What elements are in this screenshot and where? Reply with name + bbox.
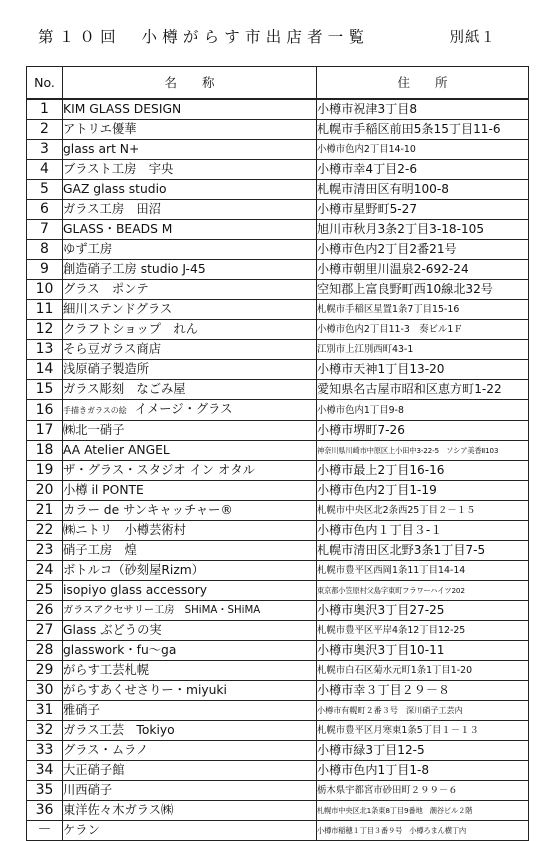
table-row: [27, 200, 529, 220]
exhibitor-address: 小樽市色内2丁目2番21号: [317, 240, 529, 260]
exhibitor-address: 小樽市色内2丁目1-19: [317, 481, 529, 501]
exhibitor-name: ケラン: [63, 821, 317, 841]
table-row: [27, 280, 529, 300]
exhibitor-name: がらすあくせさりー・miyuki: [63, 681, 317, 701]
row-number: 13: [27, 340, 63, 360]
table-row: [27, 140, 529, 160]
table-row: [27, 360, 529, 380]
exhibitor-name: 川西硝子: [63, 781, 317, 801]
exhibitor-address: 江別市上江別西町43-1: [317, 340, 529, 360]
row-number: 29: [27, 661, 63, 681]
row-number: 2: [27, 120, 63, 140]
table-row: [27, 801, 529, 821]
exhibitor-name: ガラス彫刻 なごみ屋: [63, 380, 317, 400]
exhibitor-address: 小樽市緑3丁目12-5: [317, 741, 529, 761]
exhibitor-table: [26, 66, 529, 841]
table-row: [27, 441, 529, 461]
exhibitor-address: 愛知県名古屋市昭和区恵方町1-22: [317, 380, 529, 400]
row-number: 30: [27, 681, 63, 701]
row-number: 22: [27, 521, 63, 541]
exhibitor-address: 小樽市色内1丁目1-8: [317, 761, 529, 781]
exhibitor-address: 小樽市色内2丁目11-3 奏ビル1Ｆ: [317, 320, 529, 340]
row-number: 32: [27, 721, 63, 741]
table-row: [27, 681, 529, 701]
exhibitor-address: 小樽市朝里川温泉2-692-24: [317, 260, 529, 280]
row-number: 17: [27, 421, 63, 441]
exhibitor-name: ㈱ニトリ 小樽芸術村: [63, 521, 317, 541]
table-row: [27, 461, 529, 481]
exhibitor-name: ザ・グラス・スタジオ イン オタル: [63, 461, 317, 481]
row-number: 20: [27, 481, 63, 501]
table-header: [27, 67, 529, 100]
row-number: 33: [27, 741, 63, 761]
exhibitor-address: 札幌市清田区有明100-8: [317, 180, 529, 200]
exhibitor-address: 札幌市豊平区西岡1条11丁目14-14: [317, 561, 529, 581]
exhibitor-address: 空知郡上富良野町西10線北32号: [317, 280, 529, 300]
name-text: イメージ・グラス: [134, 402, 233, 416]
table-row: [27, 220, 529, 240]
exhibitor-address: 小樽市奥沢3丁目27-25: [317, 601, 529, 621]
exhibitor-address: 旭川市秋月3条2丁目3-18-105: [317, 220, 529, 240]
row-number: 9: [27, 260, 63, 280]
row-number: 36: [27, 801, 63, 821]
row-number: －: [27, 821, 63, 841]
row-number: 18: [27, 441, 63, 461]
exhibitor-name: ガラスアクセサリー工房 SHiMA・SHiMA: [63, 601, 317, 621]
row-number: 4: [27, 160, 63, 180]
table-row: [27, 160, 529, 180]
exhibitor-name: クラフトショップ れん: [63, 320, 317, 340]
table-row: [27, 320, 529, 340]
exhibitor-name: AA Atelier ANGEL: [63, 441, 317, 461]
exhibitor-address: 札幌市中央区北1条東8丁目9番地 潮谷ビル２階: [317, 801, 529, 821]
exhibitor-name: [63, 400, 317, 421]
row-number: 35: [27, 781, 63, 801]
table-row: [27, 601, 529, 621]
row-number: 28: [27, 641, 63, 661]
exhibitor-name: 浅原硝子製造所: [63, 360, 317, 380]
table-row: [27, 400, 529, 421]
exhibitor-address: 小樽市星野町5-27: [317, 200, 529, 220]
exhibitor-name: 創造硝子工房 studio J-45: [63, 260, 317, 280]
exhibitor-name: 小樽 il PONTE: [63, 481, 317, 501]
exhibitor-address: 小樽市幸３丁目２９－８: [317, 681, 529, 701]
header-address: 住 所: [317, 67, 529, 100]
exhibitor-name: ㈱北一硝子: [63, 421, 317, 441]
exhibitor-name: ボトルコ（砂刻屋Rizm）: [63, 561, 317, 581]
table-row: [27, 481, 529, 501]
exhibitor-name: ゆず工房: [63, 240, 317, 260]
exhibitor-name: 大正硝子館: [63, 761, 317, 781]
table-row: [27, 380, 529, 400]
row-number: 19: [27, 461, 63, 481]
exhibitor-address: 小樽市有幌町２番３号 深川硝子工芸内: [317, 701, 529, 721]
exhibitor-name: 硝子工房 煌: [63, 541, 317, 561]
table-row: [27, 421, 529, 441]
exhibitor-name: カラー de サンキャッチャー®: [63, 501, 317, 521]
exhibitor-address: 小樽市祝津3丁目8: [317, 99, 529, 120]
exhibitor-name: アトリエ優華: [63, 120, 317, 140]
table-row: [27, 781, 529, 801]
exhibitor-address: 小樽市堺町7-26: [317, 421, 529, 441]
exhibitor-name: GLASS・BEADS M: [63, 220, 317, 240]
row-number: 23: [27, 541, 63, 561]
table-row: [27, 541, 529, 561]
exhibitor-name: glass art N+: [63, 140, 317, 160]
row-number: 8: [27, 240, 63, 260]
table-row: [27, 99, 529, 120]
row-number: 5: [27, 180, 63, 200]
exhibitor-address: 札幌市手稲区前田5条15丁目11-6: [317, 120, 529, 140]
row-number: 1: [27, 99, 63, 120]
row-number: 6: [27, 200, 63, 220]
exhibitor-name: GAZ glass studio: [63, 180, 317, 200]
table-row: [27, 561, 529, 581]
table-row: [27, 300, 529, 320]
row-number: 27: [27, 621, 63, 641]
row-number: 16: [27, 400, 63, 421]
exhibitor-address: 札幌市手稲区星置1条7丁目15-16: [317, 300, 529, 320]
exhibitor-address: 小樽市幸4丁目2-6: [317, 160, 529, 180]
exhibitor-name: 東洋佐々木ガラス㈱: [63, 801, 317, 821]
header-row: [27, 67, 529, 100]
exhibitor-name: isopiyo glass accessory: [63, 581, 317, 601]
table-row: [27, 240, 529, 260]
table-row: [27, 120, 529, 140]
exhibitor-name: グラス・ムラノ: [63, 741, 317, 761]
row-number: 12: [27, 320, 63, 340]
exhibitor-address: 小樽市最上2丁目16-16: [317, 461, 529, 481]
row-number: 3: [27, 140, 63, 160]
exhibitor-name: Glass ぶどうの実: [63, 621, 317, 641]
exhibitor-address: 東京都小笠原村父島字東町フラワーハイツ202: [317, 581, 529, 601]
table-row: [27, 701, 529, 721]
table-row: [27, 260, 529, 280]
table-row: [27, 741, 529, 761]
table-row: [27, 661, 529, 681]
table-row: [27, 621, 529, 641]
sheet-label: 別紙１: [449, 29, 496, 46]
title-bar: [38, 26, 524, 46]
table-row: [27, 340, 529, 360]
page-title: 第１０回 小樽がらす市出店者一覧: [38, 28, 370, 46]
exhibitor-name: glasswork・fu～ga: [63, 641, 317, 661]
exhibitor-name: KIM GLASS DESIGN: [63, 99, 317, 120]
exhibitor-name: グラス ポンテ: [63, 280, 317, 300]
exhibitor-name: ブラスト工房 宇央: [63, 160, 317, 180]
exhibitor-address: 札幌市中央区北2条西25丁目２－１５: [317, 501, 529, 521]
row-number: 31: [27, 701, 63, 721]
exhibitor-address: 小樽市奥沢3丁目10-11: [317, 641, 529, 661]
name-prefix: 手描きガラスの絵: [63, 406, 127, 415]
table-row: [27, 581, 529, 601]
exhibitor-address: 札幌市豊平区平岸4条12丁目12-25: [317, 621, 529, 641]
exhibitor-address: 札幌市豊平区月寒東1条5丁目１－１３: [317, 721, 529, 741]
exhibitor-address: 小樽市色内１丁目３-１: [317, 521, 529, 541]
table-body: [27, 99, 529, 841]
exhibitor-address: 小樽市天神1丁目13-20: [317, 360, 529, 380]
exhibitor-name: 細川ステンドグラス: [63, 300, 317, 320]
row-number: 34: [27, 761, 63, 781]
exhibitor-address: 小樽市色内1丁目9-8: [317, 400, 529, 421]
exhibitor-address: 小樽市色内2丁目14-10: [317, 140, 529, 160]
exhibitor-name: そら豆ガラス商店: [63, 340, 317, 360]
row-number: 11: [27, 300, 63, 320]
row-number: 10: [27, 280, 63, 300]
table-row: [27, 761, 529, 781]
table-row: [27, 821, 529, 841]
row-number: 26: [27, 601, 63, 621]
exhibitor-address: 小樽市稲穂１丁目３番９号 小樽ろまん横丁内: [317, 821, 529, 841]
exhibitor-name: 雅硝子: [63, 701, 317, 721]
exhibitor-address: 札幌市白石区菊水元町1条1丁目1-20: [317, 661, 529, 681]
row-number: 15: [27, 380, 63, 400]
table-row: [27, 521, 529, 541]
row-number: 24: [27, 561, 63, 581]
exhibitor-address: 栃木県宇都宮市砂田町２９９－６: [317, 781, 529, 801]
row-number: 14: [27, 360, 63, 380]
table-row: [27, 501, 529, 521]
row-number: 21: [27, 501, 63, 521]
row-number: 7: [27, 220, 63, 240]
header-no: No.: [27, 67, 63, 100]
exhibitor-name: ガラス工房 田沼: [63, 200, 317, 220]
header-name: 名 称: [63, 67, 317, 100]
table-row: [27, 641, 529, 661]
exhibitor-name: がらす工芸札幌: [63, 661, 317, 681]
exhibitor-address: 神奈川県川崎市中原区上小田中3-22-5 ソシア美香Ⅱ103: [317, 441, 529, 461]
row-number: 25: [27, 581, 63, 601]
table-row: [27, 721, 529, 741]
table-row: [27, 180, 529, 200]
exhibitor-address: 札幌市清田区北野3条1丁目7-5: [317, 541, 529, 561]
exhibitor-name: ガラス工芸 Tokiyo: [63, 721, 317, 741]
